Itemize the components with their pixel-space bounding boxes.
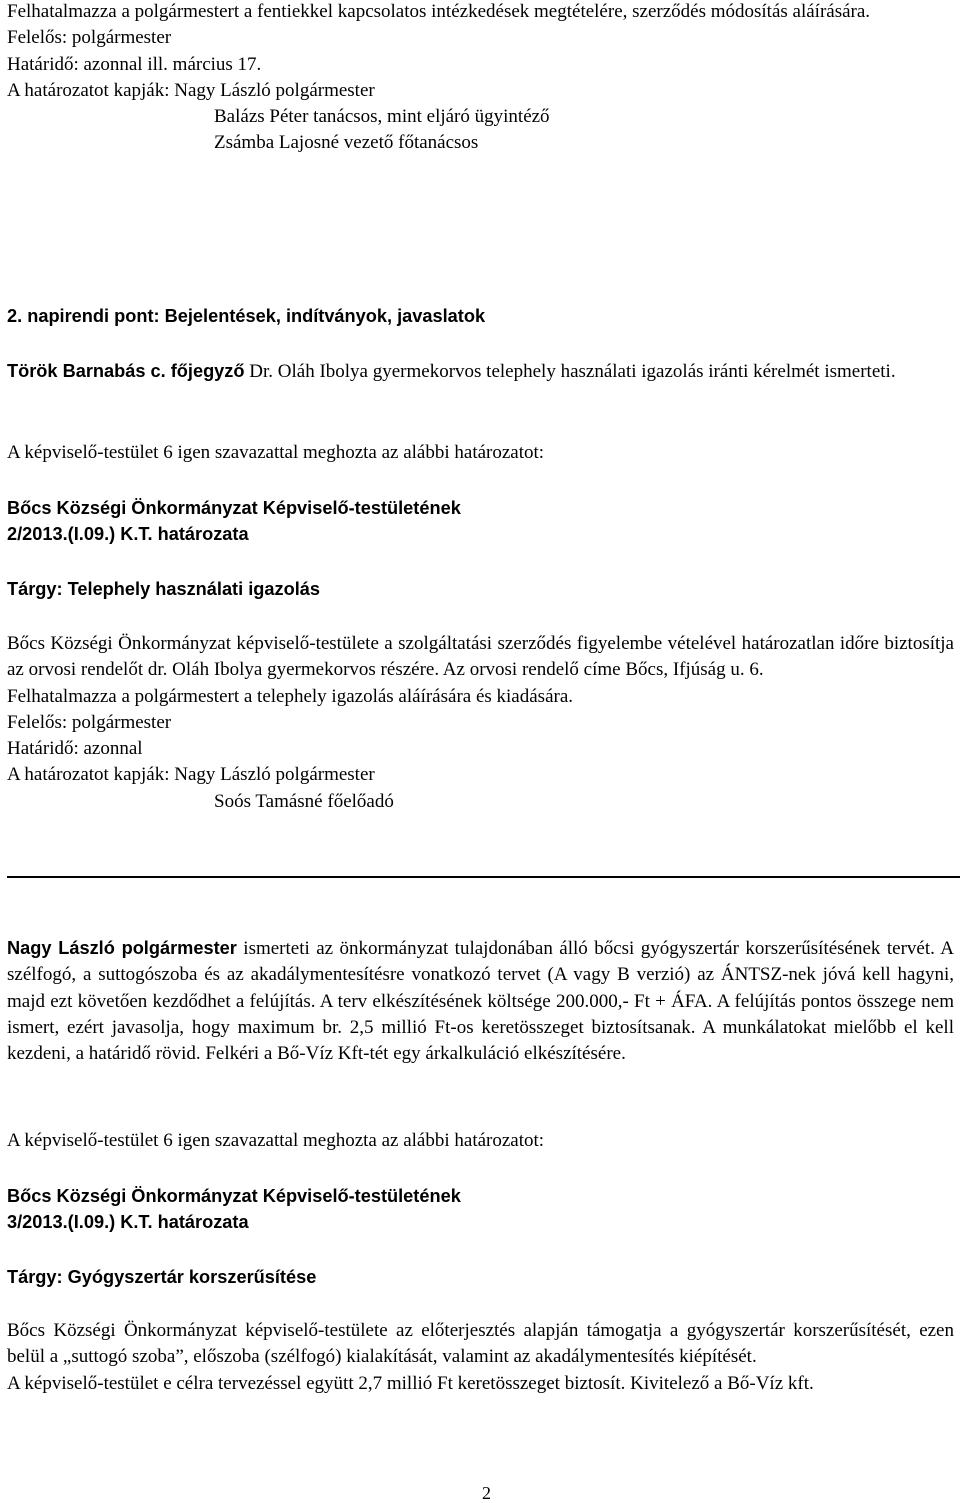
agenda-intro-paragraph xyxy=(7,358,954,385)
agenda-heading: 2. napirendi pont: Bejelentések, indítványok, javaslatok xyxy=(7,306,486,326)
resolution-body xyxy=(7,1318,954,1397)
resolution-body-name: Bőcs Községi Önkormányzat Képviselő-testületének xyxy=(7,1186,461,1206)
presenter-name: Török Barnabás c. főjegyző xyxy=(7,361,245,381)
resolution-header xyxy=(7,495,461,548)
resolution-number: 3/2013.(I.09.) K.T. határozata xyxy=(7,1212,249,1233)
funding-paragraph: A képviselő-testület e célra tervezéssel együtt 2,7 millió Ft keretösszeget biztosít. Kivitelező a Bő-Víz kft. xyxy=(7,1372,814,1394)
recipients-lead: A határozatot kapják: Nagy László polgármester xyxy=(7,79,375,101)
deadline-line: Határidő: azonnal ill. március 17. xyxy=(7,53,262,75)
vote-statement: A képviselő-testület 6 igen szavazattal meghozta az alábbi határozatot: xyxy=(7,442,545,463)
previous-resolution-block xyxy=(7,0,954,157)
resolution-number: 2/2013.(I.09.) K.T. határozata xyxy=(7,524,249,545)
agenda-intro-text: Dr. Oláh Ibolya gyermekorvos telephely használati igazolás iránti kérelmét ismerteti. xyxy=(244,361,896,382)
mayor-presentation-paragraph xyxy=(7,935,954,1067)
resolution-header xyxy=(7,1183,461,1236)
document-page xyxy=(7,0,954,1503)
section-divider xyxy=(7,876,960,878)
resolution-body xyxy=(7,631,954,815)
deadline-line: Határidő: azonnal xyxy=(7,738,143,760)
speaker-name: Nagy László polgármester xyxy=(7,938,237,958)
authorization-paragraph: Felhatalmazza a polgármestert a fentiekkel kapcsolatos intézkedések megtételére, szerződés módosítás aláírására. xyxy=(7,1,871,22)
recipient-item: Balázs Péter tanácsos, mint eljáró ügyintéző xyxy=(214,106,550,128)
recipients-lead: A határozatot kapják: Nagy László polgármester xyxy=(7,764,375,786)
recipient-item: Zsámba Lajosné vezető főtanácsos xyxy=(214,132,479,154)
recipient-item: Soós Tamásné főelőadó xyxy=(214,790,394,812)
responsible-line: Felelős: polgármester xyxy=(7,27,172,49)
vote-statement: A képviselő-testület 6 igen szavazattal meghozta az alábbi határozatot: xyxy=(7,1130,545,1151)
page-number: 2 xyxy=(482,1483,491,1503)
resolution-subject: Tárgy: Gyógyszertár korszerűsítése xyxy=(7,1267,317,1287)
presentation-text: ismerteti az önkormányzat tulajdonában álló bőcsi gyógyszertár korszerűsítésének tervét. A szélfogó, a suttogószoba és az akadálymentesítésre vonatkozó tervet (A vagy B verzió) az ÁNTSZ-nek jóvá kell hagyni, majd ezt követően kezdődhet a felújítás. A terv elkészítésének költsége 200.000,- Ft + ÁFA. A felújítás pontos összege nem ismert, ezért javasolja, hogy maximum br. 2,5 millió Ft-os keretösszeget biztosítsanak. A munkálatokat mielőbb el kell kezdeni, a határidő rövid. Felkéri a Bő-Víz Kft-tét egy árkalkuláció elkészítésére. xyxy=(7,938,955,1065)
authorization-line: Felhatalmazza a polgármestert a telephely igazolás aláírására és kiadására. xyxy=(7,685,574,707)
responsible-line: Felelős: polgármester xyxy=(7,711,172,733)
resolution-body-name: Bőcs Községi Önkormányzat Képviselő-testületének xyxy=(7,498,461,518)
resolution-subject: Tárgy: Telephely használati igazolás xyxy=(7,579,320,599)
resolution-text: Bőcs Községi Önkormányzat képviselő-testülete a szolgáltatási szerződés figyelembe vételével határozatlan időre biztosítja az orvosi rendelőt dr. Oláh Ibolya gyermekorvos részére. Az orvosi rendelő címe Bőcs, Ifjúság u. 6. xyxy=(7,633,954,681)
resolution-text: Bőcs Községi Önkormányzat képviselő-testülete az előterjesztés alapján támogatja a gyógyszertár korszerűsítését, ezen belül a „suttogó szoba”, előszoba (szélfogó) kialakítását, valamint az akadálymentesítés kiépítését. xyxy=(7,1320,954,1368)
